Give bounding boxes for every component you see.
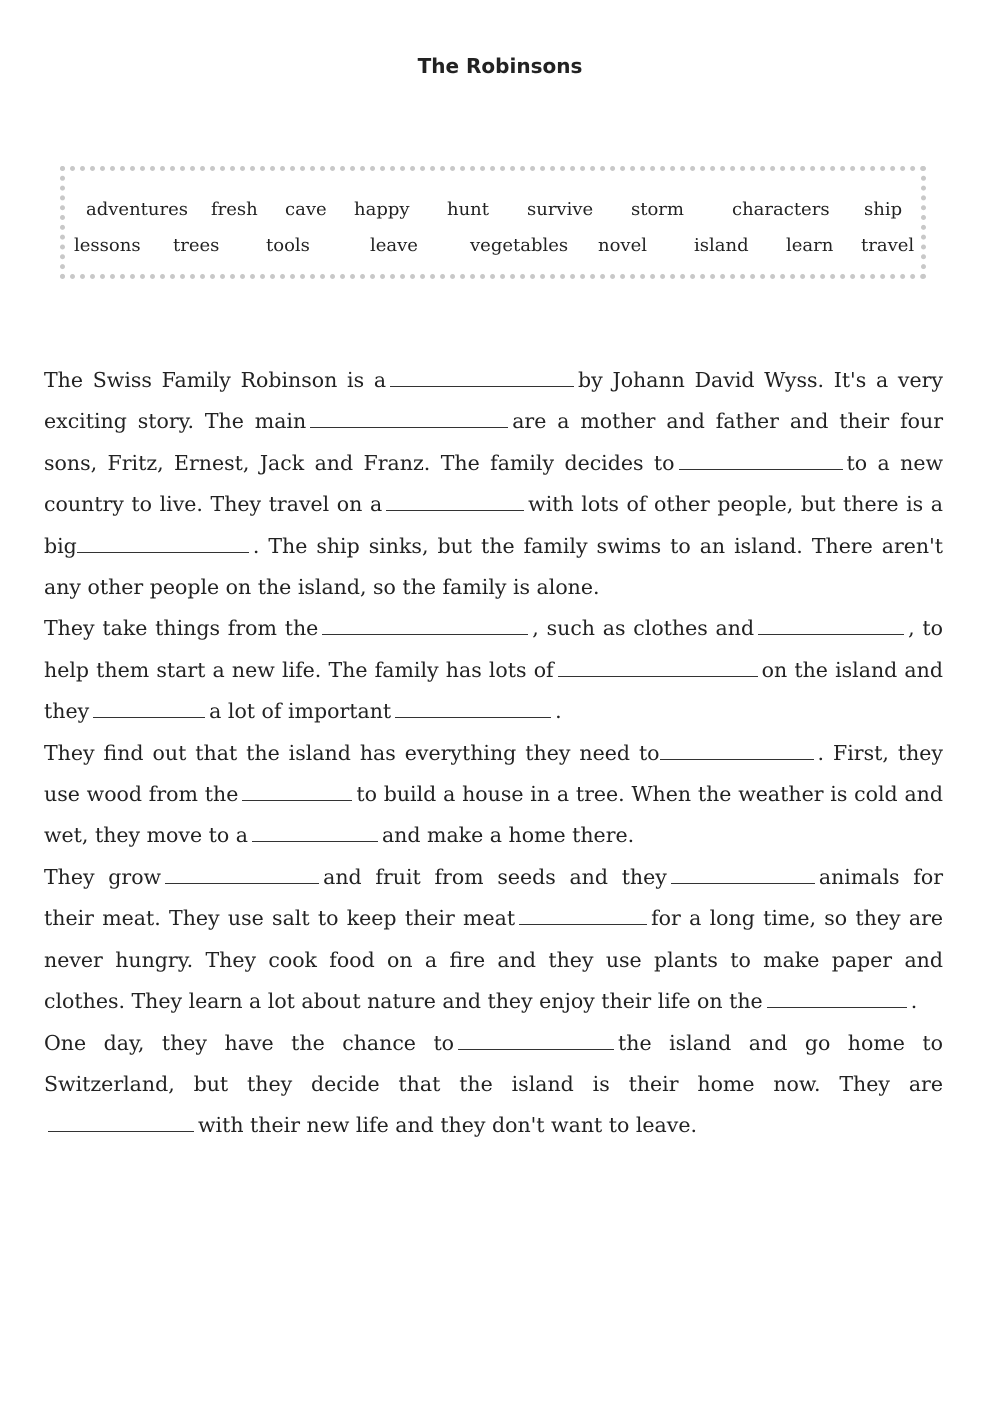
answer-blank[interactable] (679, 447, 843, 470)
story-text-segment: They grow (44, 864, 162, 889)
story-text-segment: animals for their meat. They use salt to keep their meat (44, 864, 944, 931)
answer-blank[interactable] (558, 654, 758, 677)
story-text-segment: . First, they use wood from the (44, 740, 943, 807)
word-bank-item: island (694, 235, 749, 256)
story-text-segment: with their new life and they don't want to leave. (198, 1113, 698, 1138)
story-text-segment: The Swiss Family Robinson is a (44, 368, 387, 392)
word-bank-row (65, 235, 921, 265)
answer-blank[interactable] (322, 612, 528, 635)
word-bank-item: ship (864, 199, 903, 220)
story-text-segment: . (555, 699, 562, 724)
answer-blank[interactable] (758, 612, 904, 635)
word-bank-item: leave (370, 235, 418, 256)
story-text-segment: and fruit from seeds and they (323, 864, 667, 889)
story-text-segment: by Johann David Wyss. It's a very exciting story. The main (44, 368, 943, 434)
word-bank-row (65, 199, 921, 229)
story-text-segment: for a long time, so they are never hungry. They cook food on a fire and they use plants to make paper and clothes. They learn a lot about nature and they enjoy their life on the (44, 906, 944, 1014)
story-text-segment: the island and go home to Switzerland, but they decide that the island is their home now. They are (44, 1030, 943, 1096)
story-paragraph (44, 857, 943, 1023)
word-bank-item: trees (173, 235, 220, 256)
word-bank-item: cave (285, 199, 327, 220)
worksheet-title: The Robinsons (417, 54, 583, 78)
word-bank-item: survive (527, 199, 594, 220)
answer-blank[interactable] (395, 695, 551, 718)
answer-blank[interactable] (458, 1027, 614, 1050)
story-text-segment: and make a home there. (381, 823, 635, 848)
answer-blank[interactable] (310, 405, 508, 428)
word-bank-item: novel (598, 235, 648, 256)
answer-blank[interactable] (386, 488, 524, 511)
answer-blank[interactable] (77, 530, 249, 553)
story-paragraph (44, 733, 943, 857)
story-text-segment: are a mother and father and their four sons, Fritz, Ernest, Jack and Franz. The family decides to (44, 409, 943, 475)
answer-blank[interactable] (390, 364, 574, 387)
answer-blank[interactable] (242, 778, 352, 801)
story-text-segment: They find out that the island has everything they need to (44, 740, 660, 765)
story-text-segment: with lots of other people, but there is a big (44, 492, 943, 558)
word-bank-item: vegetables (470, 235, 569, 256)
story-text-segment: . (910, 989, 918, 1014)
word-bank-item: hunt (447, 199, 490, 220)
story-text-segment: One day, they have the chance to (44, 1030, 455, 1055)
word-bank-item: lessons (74, 235, 141, 256)
answer-blank[interactable] (671, 861, 815, 884)
answer-blank[interactable] (252, 819, 378, 842)
story-text-segment: , such as clothes and (532, 616, 755, 641)
word-bank-item: adventures (86, 199, 188, 220)
answer-blank[interactable] (519, 902, 647, 925)
story-text-segment: to build a house in a tree. When the weather is cold and wet, they move to a (44, 782, 944, 848)
word-bank-item: tools (266, 235, 310, 256)
story-text-segment: They take things from the (44, 616, 319, 641)
story-paragraph (44, 1023, 943, 1147)
answer-blank[interactable] (48, 1109, 194, 1132)
answer-blank[interactable] (93, 695, 205, 718)
story-text-segment: a lot of important (209, 699, 392, 724)
word-bank-item: characters (732, 199, 830, 220)
word-bank-item: storm (631, 199, 684, 220)
story-paragraph (44, 360, 943, 608)
answer-blank[interactable] (660, 737, 814, 760)
answer-blank[interactable] (767, 985, 907, 1008)
story-text (44, 360, 943, 1147)
word-bank-item: fresh (211, 199, 258, 220)
word-bank-item: happy (354, 199, 410, 220)
story-text-segment: on the island and they (44, 657, 943, 724)
story-text-segment: , to help them start a new life. The family has lots of (44, 616, 943, 682)
word-bank-item: learn (786, 235, 834, 256)
word-bank (60, 166, 926, 279)
story-text-segment: to a new country to live. They travel on a (44, 450, 944, 517)
story-paragraph (44, 608, 943, 732)
story-text-segment: . The ship sinks, but the family swims to an island. There aren't any other people on the island, so the family is alone. (44, 533, 943, 600)
answer-blank[interactable] (165, 861, 319, 884)
word-bank-item: travel (861, 235, 915, 256)
